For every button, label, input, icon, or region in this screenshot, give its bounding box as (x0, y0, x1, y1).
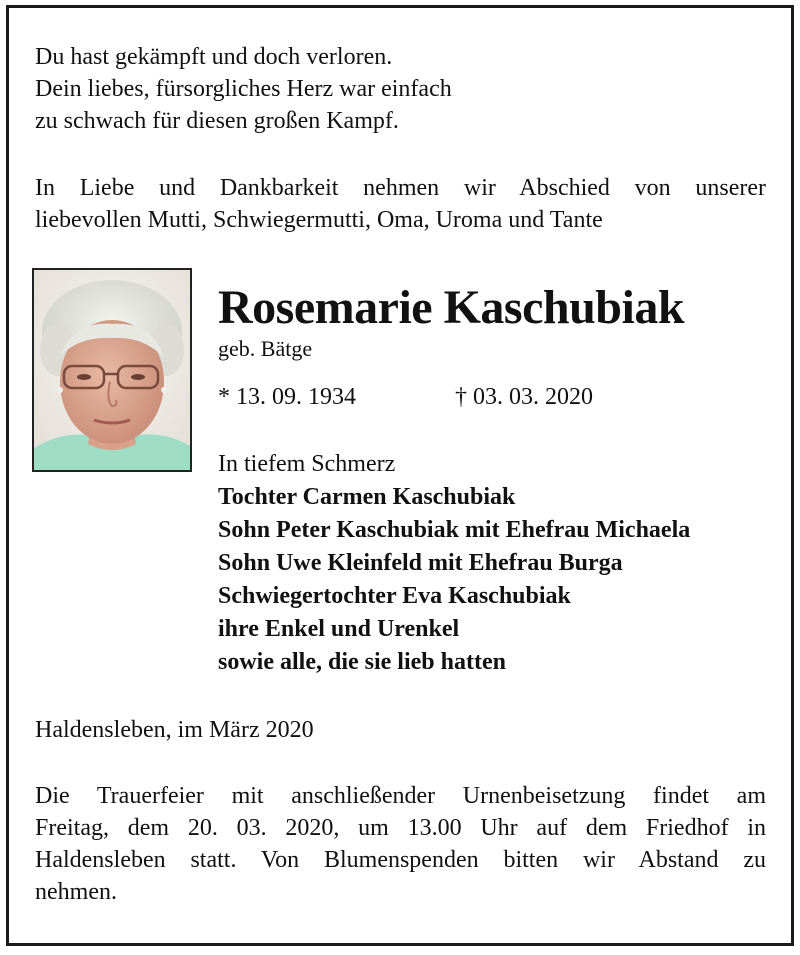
death-date: † 03. 03. 2020 (455, 384, 593, 410)
verse-line: Du hast gekämpft und doch verloren. (35, 44, 393, 70)
service-line: nehmen. (35, 879, 117, 905)
mourner: sowie alle, die sie lieb hatten (218, 649, 506, 675)
place-and-date: Haldensleben, im März 2020 (35, 717, 314, 743)
mourners-list (218, 481, 690, 679)
service-line: Haldensleben statt. Von Blumenspenden bitten wir Abstand zu (35, 847, 766, 873)
mourner: Sohn Peter Kaschubiak mit Ehefrau Michaela (218, 517, 691, 543)
deceased-name: Rosemarie Kaschubiak (218, 281, 685, 334)
portrait-photo (32, 268, 192, 472)
portrait-image (34, 270, 190, 470)
mourner: Tochter Carmen Kaschubiak (218, 484, 516, 510)
funeral-service-notice (35, 780, 766, 908)
mourning-intro: In tiefem Schmerz (218, 451, 396, 477)
farewell-intro-line: In Liebe und Dankbarkeit nehmen wir Abschied von unserer (35, 175, 766, 201)
mourner: Sohn Uwe Kleinfeld mit Ehefrau Burga (218, 550, 623, 576)
mourner: Schwiegertochter Eva Kaschubiak (218, 583, 571, 609)
verse-line: Dein liebes, fürsorgliches Herz war einfach (35, 76, 452, 102)
service-line: Die Trauerfeier mit anschließender Urnenbeisetzung findet am (35, 783, 766, 809)
farewell-intro-line: liebevollen Mutti, Schwiegermutti, Oma, Uroma und Tante (35, 207, 603, 233)
verse-line: zu schwach für diesen großen Kampf. (35, 108, 399, 134)
verse (35, 41, 452, 137)
maiden-name: geb. Bätge (218, 336, 313, 361)
farewell-intro (35, 172, 766, 236)
mourner: ihre Enkel und Urenkel (218, 616, 460, 642)
service-line: Freitag, dem 20. 03. 2020, um 13.00 Uhr auf dem Friedhof in (35, 815, 766, 841)
birth-date: * 13. 09. 1934 (218, 384, 356, 410)
